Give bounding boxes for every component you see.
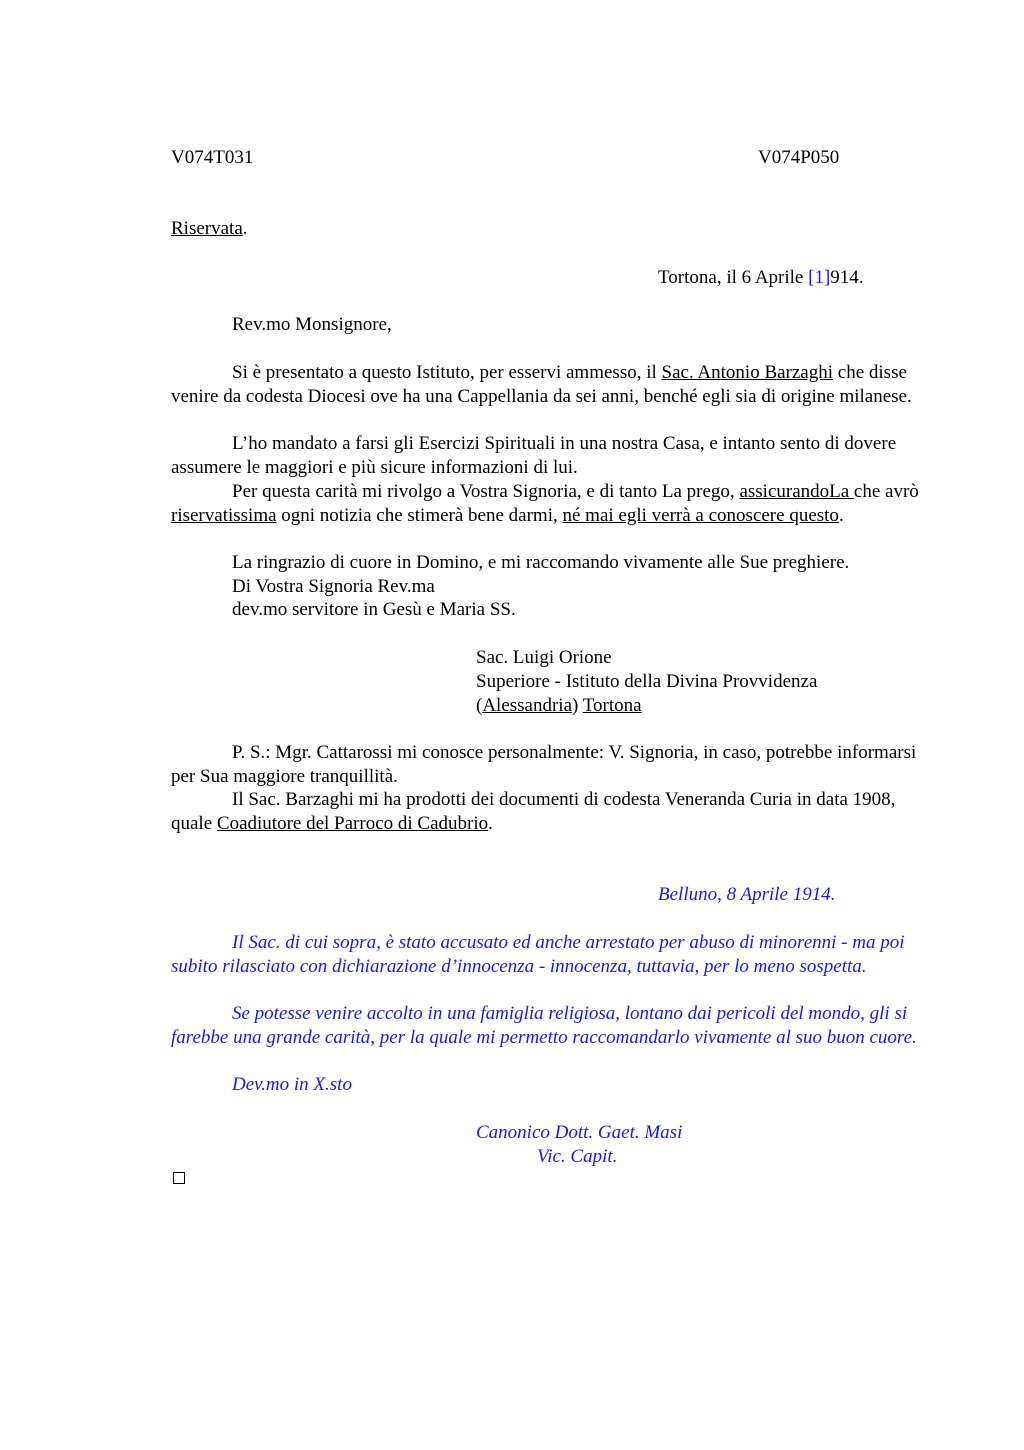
reply-paragraph-1: Il Sac. di cui sopra, è stato accusato ed anche arrestato per abuso di minorenni - ma poi subito rilasciato con dichiarazione d’innocenza - innocenza, tuttavia, per lo meno sospetta. — [171, 932, 905, 977]
letter-paragraph-2: L’ho mandato a farsi gli Esercizi Spirituali in una nostra Casa, e intanto sento di dovere assumere le maggiori e più sicure informazioni di lui. — [171, 433, 897, 478]
p3-underlined-1: assicurandoLa — [739, 481, 854, 502]
letter-paragraph-4: La ringrazio di cuore in Domino, e mi raccomando vivamente alle Sue preghiere. — [232, 552, 850, 573]
reply-signature-title: Vic. Capit. — [537, 1146, 618, 1167]
ps2-underlined: Coadiutore del Parroco di Cadubrio — [216, 812, 489, 834]
reply-closing: Dev.mo in X.sto — [232, 1074, 352, 1095]
signature-place — [476, 694, 817, 718]
postscript-1: P. S.: Mgr. Cattarossi mi conosce personalmente: V. Signoria, in caso, potrebbe informarsi per Sua maggiore tranquillità. — [171, 742, 917, 787]
place-province: Alessandria — [482, 695, 573, 716]
closing-line-2: dev.mo servitore in Gesù e Maria SS. — [232, 599, 516, 620]
reserved-label: Riservata — [171, 218, 243, 239]
p3-underlined-3: né mai egli verrà a conoscere questo — [562, 504, 839, 526]
place-open-paren: ( — [476, 695, 483, 716]
signature-name: Sac. Luigi Orione — [476, 647, 612, 668]
p3-text-4: . — [838, 504, 844, 526]
signature-title: Superiore - Istituto della Divina Provvidenza — [476, 671, 818, 692]
letter-paragraph-1 — [171, 361, 927, 408]
p3-text-1: Per questa carità mi rivolgo a Vostra Signoria, e di tanto La prego, — [232, 481, 740, 502]
place-city: Tortona — [582, 695, 642, 716]
postscript-2 — [171, 788, 927, 835]
reply-paragraph-2: Se potesse venire accolto in una famiglia religiosa, lontano dai pericoli del mondo, gli si farebbe una grande carità, per la quale mi permetto raccomandarlo vivamente al suo buon cuore. — [171, 1003, 917, 1048]
closing-line-1: Di Vostra Signoria Rev.ma — [232, 576, 435, 597]
reserved-note — [171, 217, 248, 241]
signature-block — [476, 646, 817, 718]
place-date-text: Tortona, il 6 Aprile — [658, 267, 809, 288]
reply-place-date: Belluno, 8 Aprile 1914. — [658, 884, 836, 905]
p1-text-1: Si è presentato a questo Istituto, per esservi ammesso, il — [232, 362, 662, 383]
p3-text-3: ogni notizia che stimerà bene darmi, — [276, 504, 563, 526]
p1-text-2: che disse venire da codesta Diocesi ove ha una Cappellania da sei anni, benché egli sia di origine milanese. — [171, 362, 912, 407]
salutation: Rev.mo Monsignore, — [232, 314, 392, 335]
letter-paragraph-3 — [171, 480, 927, 527]
ps2-text-2: . — [488, 812, 493, 834]
footnote-marker: [1] — [808, 267, 831, 288]
letter-place-date — [658, 266, 864, 290]
p3-underlined-2: riservatissima — [171, 504, 277, 526]
empty-square-icon — [173, 1172, 185, 1184]
p3-text-2: che avrò — [853, 481, 919, 502]
document-code-left: V074T031 — [171, 147, 254, 168]
document-code-right: V074P050 — [758, 147, 840, 168]
reply-signature-name: Canonico Dott. Gaet. Masi — [476, 1122, 683, 1143]
subject-name: Sac. Antonio Barzaghi — [661, 362, 834, 383]
place-close-paren: ) — [572, 695, 583, 716]
reserved-period: . — [242, 218, 248, 239]
ps2-text-1: Il Sac. Barzaghi mi ha prodotti dei documenti di codesta Veneranda Curia in data 1908, quale — [171, 789, 896, 834]
place-date-year: 914. — [830, 267, 864, 288]
